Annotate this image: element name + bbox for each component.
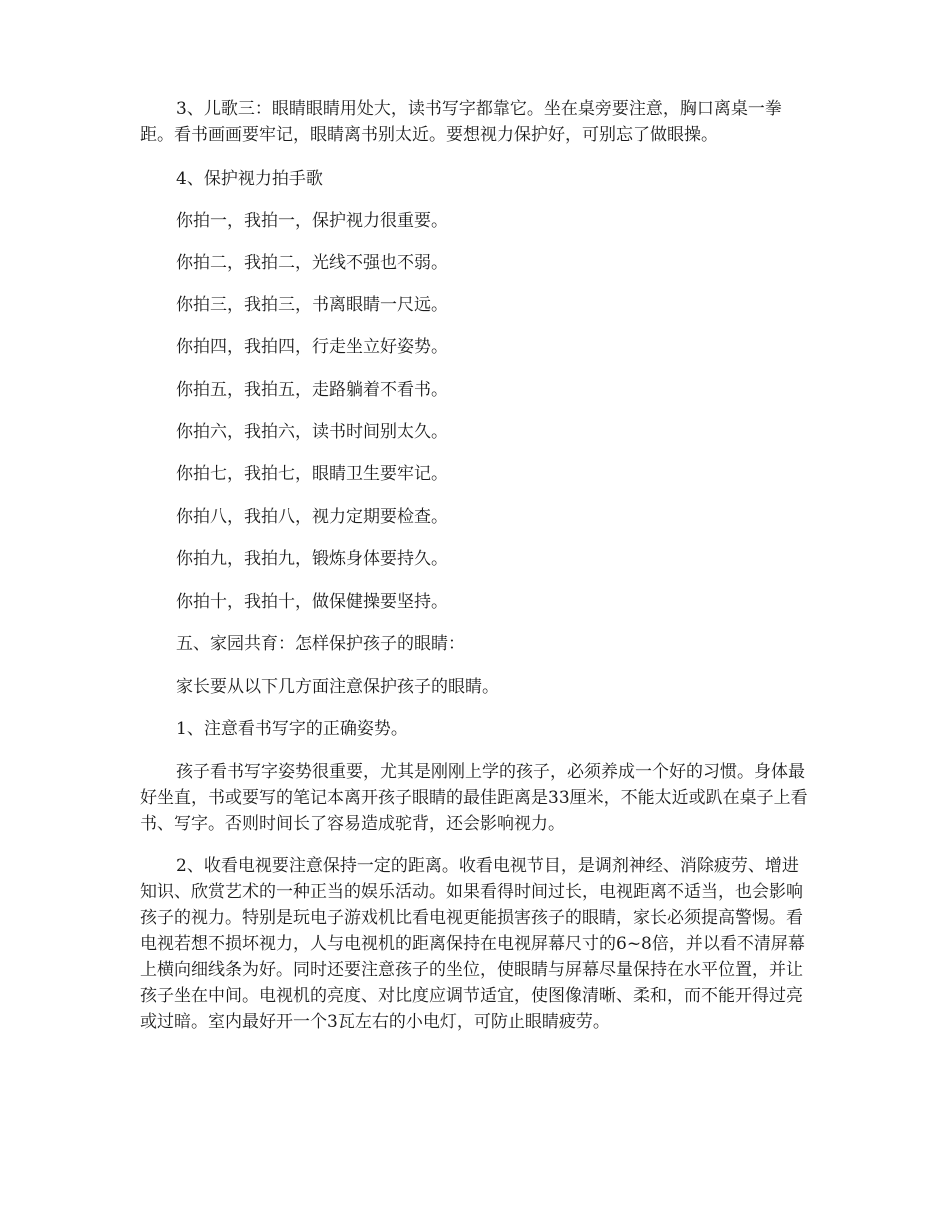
clap-line-2: 你拍二，我拍二，光线不强也不弱。 xyxy=(176,253,448,273)
clap-line-1: 你拍一，我拍一，保护视力很重要。 xyxy=(176,211,448,231)
clap-line-7: 你拍七，我拍七，眼睛卫生要牢记。 xyxy=(176,464,448,484)
clap-line-3: 你拍三，我拍三，书离眼睛一尺远。 xyxy=(176,295,448,315)
clap-line-10: 你拍十，我拍十，做保健操要坚持。 xyxy=(176,592,448,612)
clap-line-4: 你拍四，我拍四，行走坐立好姿势。 xyxy=(176,337,448,357)
section-heading-home-school: 五、家园共育：怎样保护孩子的眼睛： xyxy=(176,634,465,654)
paragraph-tv-distance: 2、收看电视要注意保持一定的距离。收看电视节目，是调剂神经、消除疲劳、增进知识、欣赏艺术的一种正当的娱乐活动。如果看得时间过长，电视距离不适当，也会影响孩子的视力。特别是玩电子游戏机比看电视更能损害孩子的眼睛，家长必须提高警惕。看电视若想不损坏视力，人与电视机的距离保持在电视屏幕尺寸的6~8倍，并以看不清屏幕上横向细线条为好。同时还要注意孩子的坐位，使眼睛与屏幕尽量保持在水平位置，并让孩子坐在中间。电视机的亮度、对比度应调节适宜，使图像清晰、柔和，而不能开得过亮或过暗。室内最好开一个3瓦左右的小电灯，可防止眼睛疲劳。 xyxy=(140,856,805,1032)
clap-line-9: 你拍九，我拍九，锻炼身体要持久。 xyxy=(176,549,448,569)
subheading-posture: 1、注意看书写字的正确姿势。 xyxy=(176,719,408,739)
clap-line-6: 你拍六，我拍六，读书时间别太久。 xyxy=(176,422,448,442)
clap-line-8: 你拍八，我拍八，视力定期要检查。 xyxy=(176,507,448,527)
clap-line-5: 你拍五，我拍五，走路躺着不看书。 xyxy=(176,380,448,400)
paragraph-parents-intro: 家长要从以下几方面注意保护孩子的眼睛。 xyxy=(176,677,499,697)
paragraph-posture: 孩子看书写字姿势很重要，尤其是刚刚上学的孩子，必须养成一个好的习惯。身体最好坐直，书或要写的笔记本离开孩子眼睛的最佳距离是33厘米，不能太近或趴在桌子上看书、写字。否则时间长了容易造成驼背，还会影响视力。 xyxy=(140,762,808,834)
heading-clap-song: 4、保护视力拍手歌 xyxy=(176,169,323,189)
paragraph-song-three: 3、儿歌三：眼睛眼睛用处大，读书写字都靠它。坐在桌旁要注意，胸口离桌一拳距。看书画画要牢记，眼睛离书别太近。要想视力保护好，可别忘了做眼操。 xyxy=(140,99,782,145)
